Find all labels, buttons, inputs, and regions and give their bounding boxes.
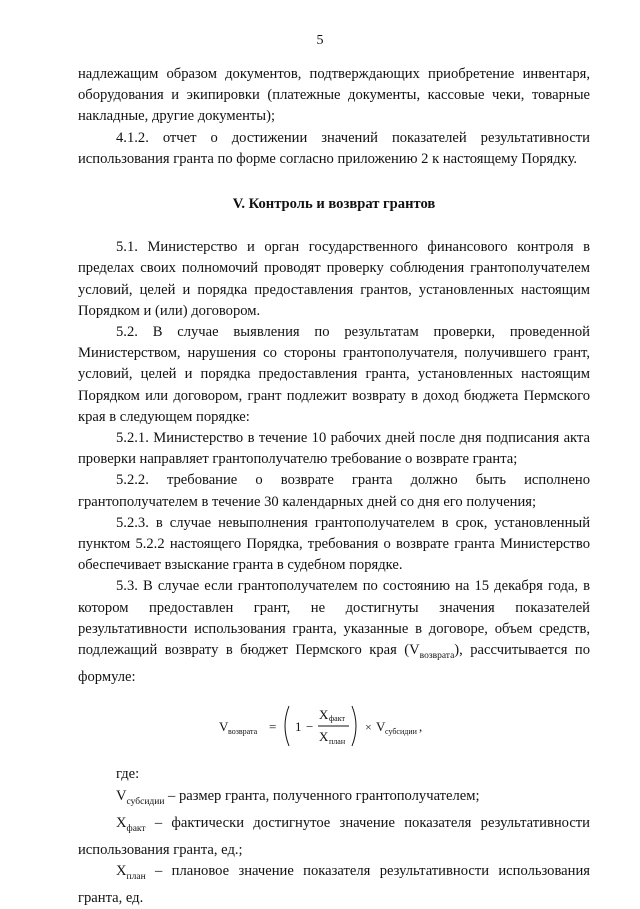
definition-fact-symbol: X [116, 814, 127, 831]
paragraph-5-2-3: 5.2.3. в случае невыполнения грантополучателем в срок, установленный пунктом 5.2.2 настоящего Порядка, требования о возврате гранта Министерство обеспечивает взыскание гранта в судебном порядке. [78, 514, 590, 574]
paragraph-continuation: надлежащим образом документов, подтверждающих приобретение инвентаря, оборудования и экипировки (платежные документы, кассовые чеки, товарные накладные, другие документы); [78, 66, 590, 125]
formula-right-paren [352, 706, 356, 746]
formula-lhs-subscript: возврата [228, 727, 258, 737]
formula-left-paren [285, 706, 289, 746]
paragraph-5-2-2: 5.2.2. требование о возврате гранта должно быть исполнено грантополучателем в течение 30 календарных дней со дня его получения; [78, 472, 590, 510]
definition-fact-text: – фактически достигнутое значение показателя результативности использования гранта, ед.; [78, 814, 590, 858]
paragraph-5-2-1: 5.2.1. Министерство в течение 10 рабочих дней после дня подписания акта проверки направляет грантополучателю требование о возврате гранта; [78, 430, 590, 468]
definition-plan-symbol: X [116, 863, 127, 880]
body-text [78, 64, 590, 909]
formula-comma: , [419, 719, 423, 735]
definition-subsidy-text: – размер гранта, полученного грантополучателем; [164, 787, 480, 804]
formula-rhs-symbol: V [376, 719, 386, 735]
where-label: где: [116, 766, 140, 783]
definition-subsidy-subscript: субсидии [126, 796, 165, 807]
formula-denominator-subscript: план [329, 737, 346, 747]
formula-denominator-symbol: X [319, 729, 329, 745]
formula-numerator-symbol: X [319, 707, 329, 723]
paragraph-5-2: 5.2. В случае выявления по результатам проверки, проведенной Министерством, нарушения со стороны грантополучателя, получившего грант, условий, целей и порядка предоставления гранта, установленных настоящим Порядком или договором, грант подлежит возврату в доход бюджета Пермского края в следующем порядке: [78, 324, 590, 425]
formula-times: × [365, 720, 372, 735]
paragraph-5-1: 5.1. Министерство и орган государственного финансового контроля в пределах своих полномочий проводят проверку соблюдения грантополучателем условий, целей и порядка предоставления грантов, установленных настоящим Порядком и (или) договором. [78, 239, 590, 319]
definition-plan [78, 861, 590, 909]
formula-svg [219, 698, 449, 754]
definition-subsidy [78, 786, 590, 813]
formula-numerator-subscript: факт [329, 714, 346, 724]
paragraph-4-1-2: 4.1.2. отчет о достижении значений показателей результативности использования гранта по форме согласно приложению 2 к настоящему Порядку. [78, 129, 590, 167]
paragraph-5-3-tail: ), рассчитывается по формуле: [78, 642, 590, 686]
formula-lhs-symbol: V [219, 719, 229, 735]
return-formula [78, 698, 590, 754]
definition-plan-subscript: план [126, 871, 146, 882]
paragraph-5-3-subscript: возврата [419, 650, 455, 661]
definition-plan-text: – плановое значение показателя результативности использования гранта, ед. [78, 863, 590, 907]
paragraph-5-3 [78, 576, 590, 688]
formula-rhs-subscript: субсидии [385, 727, 417, 737]
definition-fact-subscript: факт [126, 823, 146, 834]
page-number: 5 [316, 33, 324, 48]
section-heading: V. Контроль и возврат грантов [232, 196, 436, 213]
formula-minus: − [306, 719, 314, 735]
formula-one: 1 [295, 719, 302, 735]
definition-fact [78, 813, 590, 861]
formula-equals: = [269, 719, 277, 735]
paragraph-5-3-main: 5.3. В случае если грантополучателем по состоянию на 15 декабря года, в котором предоставлен грант, не достигнуты значения показателей результативности использования гранта, указанные в договоре, объем средств, подлежащий возврату в бюджет Пермского края (V [78, 578, 590, 659]
definition-subsidy-symbol: V [116, 787, 127, 804]
